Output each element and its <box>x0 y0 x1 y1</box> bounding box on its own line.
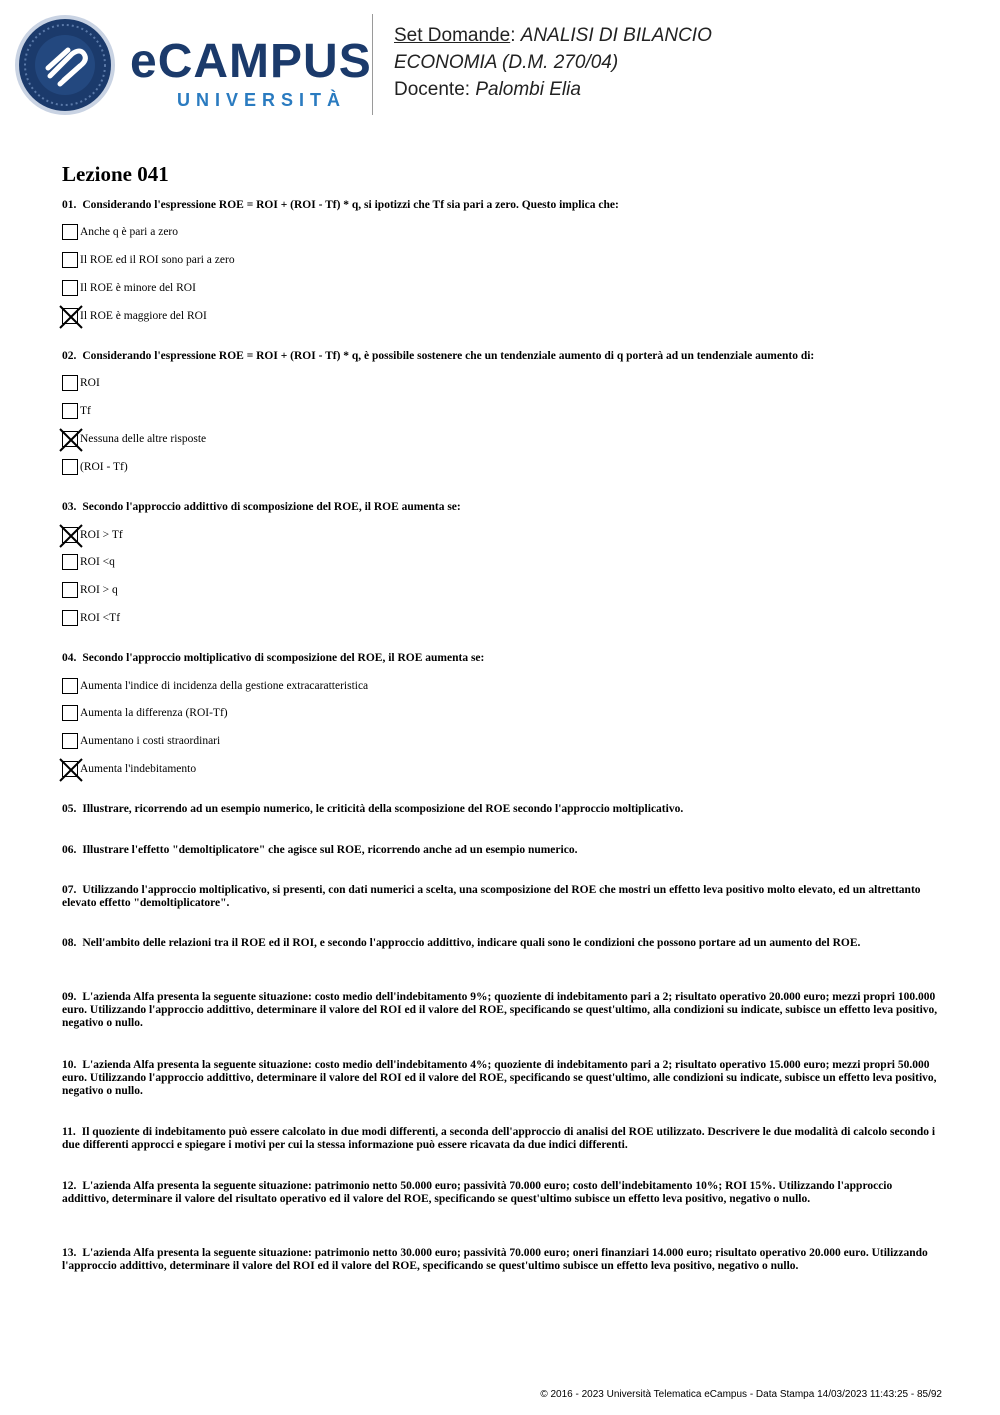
question-13 <box>62 1247 940 1273</box>
answer-text: ROI <box>80 377 100 389</box>
set-label: Set Domande <box>394 25 511 46</box>
checkbox[interactable] <box>62 705 78 721</box>
answer-text: Il ROE è maggiore del ROI <box>80 310 207 322</box>
question-08 <box>62 937 940 950</box>
checkbox[interactable] <box>62 733 78 749</box>
answer-text: Anche q è pari a zero <box>80 226 179 238</box>
question-text: L'azienda Alfa presenta la seguente situazione: patrimonio netto 30.000 euro; passività 70.000 euro; oneri finanziari 14.000 euro; risultato operativo 20.000 euro. Utilizzando l'approccio addittivo, determinare il valore del ROI ed il valore del ROE, specificando se quest'ultimo subisce un effetto leva positivo, negativo o nullo. <box>62 1247 928 1272</box>
question-text: Illustrare l'effetto "demoltiplicatore" che agisce sul ROE, ricorrendo anche ad un esempio numerico. <box>82 844 578 856</box>
teacher-label: Docente: <box>394 79 471 100</box>
question-12 <box>62 1180 940 1206</box>
teacher-name: Palombi Elia <box>475 79 581 100</box>
question-number: 03. <box>62 501 77 513</box>
question-11 <box>62 1126 940 1152</box>
checkbox[interactable] <box>62 280 78 296</box>
question-text: Illustrare, ricorrendo ad un esempio numerico, le criticità della scomposizione del ROE secondo l'approccio moltiplicativo. <box>82 803 684 815</box>
answer-text: ROI <q <box>80 556 115 568</box>
question-number: 11. <box>62 1126 76 1138</box>
course-title-line1: ANALISI DI BILANCIO <box>520 25 712 46</box>
question-06 <box>62 844 940 857</box>
question-text: Secondo l'approccio moltiplicativo di scomposizione del ROE, il ROE aumenta se: <box>82 652 485 664</box>
question-05 <box>62 803 940 816</box>
course-info: Set Domande: ANALISI DI BILANCIO ECONOMIA (D.M. 270/04) Docente: Palombi Elia <box>394 25 712 100</box>
checkbox[interactable] <box>62 554 78 570</box>
answer-text: Nessuna delle altre risposte <box>80 433 207 445</box>
logo-wordmark: eCAMPUS <box>130 35 372 88</box>
checkbox-checked[interactable] <box>62 431 78 447</box>
checkbox[interactable] <box>62 678 78 694</box>
question-09 <box>62 991 940 1030</box>
checkbox[interactable] <box>62 375 78 391</box>
question-number: 06. <box>62 844 77 856</box>
question-number: 01. <box>62 199 77 211</box>
page-footer: © 2016 - 2023 Università Telematica eCampus - Data Stampa 14/03/2023 11:43:25 - 85/92 <box>540 1389 942 1400</box>
question-text: L'azienda Alfa presenta la seguente situazione: patrimonio netto 50.000 euro; passività 70.000 euro; costo dell'indebitamento 10%; ROI 15%. Utilizzando l'approccio addittivo, determinare il valore del risultato operativo ed il valore del ROE, specificando se quest'ultimo subisce un effetto leva positivo, negativo o nullo. <box>62 1180 893 1205</box>
answer-text: ROI <Tf <box>80 612 121 624</box>
header-divider <box>372 14 373 115</box>
question-number: 04. <box>62 652 77 664</box>
question-02 <box>62 350 940 363</box>
question-text: Considerando l'espressione ROE = ROI + (ROI - Tf) * q, è possibile sostenere che un tendenziale aumento di q porterà ad un tendenziale aumento di: <box>82 350 815 362</box>
checkbox-checked[interactable] <box>62 527 78 543</box>
checkbox-checked[interactable] <box>62 308 78 324</box>
question-03 <box>62 501 940 514</box>
question-number: 10. <box>62 1059 77 1071</box>
question-number: 05. <box>62 803 77 815</box>
question-text: Considerando l'espressione ROE = ROI + (ROI - Tf) * q, si ipotizzi che Tf sia pari a zero. Questo implica che: <box>82 199 619 211</box>
question-number: 13. <box>62 1247 77 1259</box>
checkbox[interactable] <box>62 224 78 240</box>
question-text: Utilizzando l'approccio moltiplicativo, si presenti, con dati numerici a scelta, una scomposizione del ROE che mostri un effetto leva positivo molto elevato, ed un altrettanto elevato effetto "demoltiplicatore". <box>62 884 921 909</box>
question-number: 09. <box>62 991 77 1003</box>
checkbox-checked[interactable] <box>62 761 78 777</box>
checkbox[interactable] <box>62 403 78 419</box>
question-text: L'azienda Alfa presenta la seguente situazione: costo medio dell'indebitamento 4%; quoziente di indebitamento pari a 2; risultato operativo 15.000 euro; mezzi propri 50.000 euro. Utilizzando l'approccio addittivo, determinare il valore del ROI ed il valore del ROE, specificando se quest'ultimo, alle condizioni su indicate, subisce un effetto leva positivo, negativo o nullo. <box>62 1059 937 1097</box>
logo-subtitle: UNIVERSITÀ <box>177 90 347 110</box>
answer-text: ROI > q <box>80 584 118 596</box>
question-07 <box>62 884 940 910</box>
question-number: 07. <box>62 884 77 896</box>
answer-text: Tf <box>80 405 91 417</box>
question-10 <box>62 1059 940 1098</box>
question-04 <box>62 652 940 665</box>
checkbox[interactable] <box>62 252 78 268</box>
question-text: Nell'ambito delle relazioni tra il ROE ed il ROI, e secondo l'approccio addittivo, indicare quali sono le condizioni che possono portare ad un aumento del ROE. <box>82 937 861 949</box>
answer-text: Il ROE ed il ROI sono pari a zero <box>80 254 235 266</box>
checkbox[interactable] <box>62 582 78 598</box>
answer-text: Aumenta la differenza (ROI-Tf) <box>80 707 228 719</box>
question-number: 02. <box>62 350 77 362</box>
question-text: Secondo l'approccio addittivo di scomposizione del ROE, il ROE aumenta se: <box>82 501 461 513</box>
question-01 <box>62 199 940 212</box>
answer-text: Aumentano i costi straordinari <box>80 735 221 747</box>
checkbox[interactable] <box>62 610 78 626</box>
question-number: 12. <box>62 1180 77 1192</box>
lesson-title: Lezione 041 <box>62 162 169 186</box>
course-title-line2: ECONOMIA (D.M. 270/04) <box>394 52 619 73</box>
answer-text: Il ROE è minore del ROI <box>80 282 196 294</box>
answer-text: Aumenta l'indebitamento <box>80 763 197 775</box>
question-text: Il quoziente di indebitamento può essere calcolato in due modi differenti, a seconda dell'approccio di analisi del ROE utilizzato. Descrivere le due modalità di calcolo secondo i due differenti approcci e spiegare i motivi per cui la stessa informazione può essere ricavata da due indici differenti. <box>62 1126 936 1151</box>
university-seal-logo <box>14 14 116 116</box>
answer-text: (ROI - Tf) <box>80 461 128 473</box>
answer-text: ROI > Tf <box>80 529 123 541</box>
question-text: L'azienda Alfa presenta la seguente situazione: costo medio dell'indebitamento 9%; quoziente di indebitamento pari a 2; risultato operativo 20.000 euro; mezzi propri 100.000 euro. Utilizzando l'approccio addittivo, determinare il valore del ROI ed il valore del ROE, specificando se quest'ultimo, alla condizioni su indicate, subisce un effetto leva positivo, negativo o nullo. <box>62 991 938 1029</box>
checkbox[interactable] <box>62 459 78 475</box>
question-number: 08. <box>62 937 77 949</box>
answer-text: Aumenta l'indice di incidenza della gestione extracaratteristica <box>80 680 369 692</box>
